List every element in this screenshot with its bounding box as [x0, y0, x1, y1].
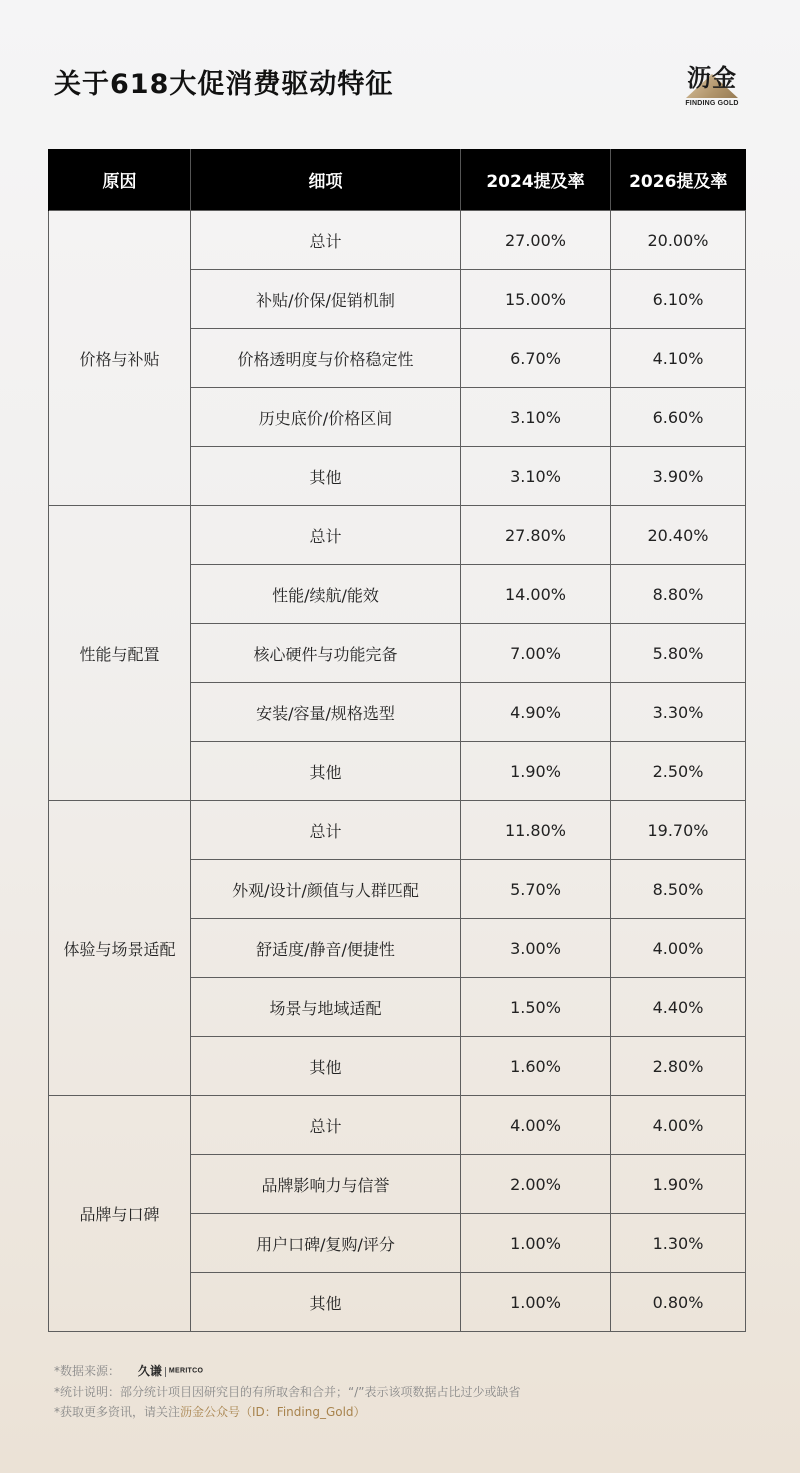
rate-2024-cell: 27.00%: [461, 211, 611, 270]
footer-notes: [54, 1361, 520, 1422]
item-cell: 总计: [191, 801, 461, 860]
footer-source: [54, 1361, 520, 1382]
rate-2024-cell: 7.00%: [461, 624, 611, 683]
rate-2026-cell: 4.00%: [611, 1096, 746, 1155]
rate-2026-cell: 3.90%: [611, 447, 746, 506]
item-cell: 性能/续航/能效: [191, 565, 461, 624]
item-cell: 总计: [191, 1096, 461, 1155]
item-cell: 其他: [191, 1037, 461, 1096]
table-row: [49, 1096, 746, 1155]
category-cell: 品牌与口碑: [49, 1096, 191, 1332]
item-cell: 其他: [191, 742, 461, 801]
rate-2024-cell: 27.80%: [461, 506, 611, 565]
rate-2024-cell: 3.00%: [461, 919, 611, 978]
rate-2024-cell: 1.00%: [461, 1214, 611, 1273]
rate-2026-cell: 4.10%: [611, 329, 746, 388]
rate-2026-cell: 8.50%: [611, 860, 746, 919]
item-cell: 价格透明度与价格稳定性: [191, 329, 461, 388]
rate-2026-cell: 8.80%: [611, 565, 746, 624]
item-cell: 用户口碑/复购/评分: [191, 1214, 461, 1273]
item-cell: 其他: [191, 1273, 461, 1332]
header-reason: 原因: [49, 149, 191, 211]
table-row: [49, 211, 746, 270]
category-cell: 价格与补贴: [49, 211, 191, 506]
header-item: 细项: [191, 149, 461, 211]
rate-2024-cell: 4.90%: [461, 683, 611, 742]
rate-2024-cell: 14.00%: [461, 565, 611, 624]
header-rate-2026: 2026提及率: [611, 149, 746, 211]
rate-2026-cell: 4.40%: [611, 978, 746, 1037]
item-cell: 总计: [191, 506, 461, 565]
table-body: [49, 211, 746, 1332]
item-cell: 核心硬件与功能完备: [191, 624, 461, 683]
item-cell: 舒适度/静音/便捷性: [191, 919, 461, 978]
header-rate-2024: 2024提及率: [461, 149, 611, 211]
rate-2026-cell: 20.40%: [611, 506, 746, 565]
item-cell: 安装/容量/规格选型: [191, 683, 461, 742]
rate-2026-cell: 1.90%: [611, 1155, 746, 1214]
category-cell: 体验与场景适配: [49, 801, 191, 1096]
rate-2024-cell: 1.00%: [461, 1273, 611, 1332]
rate-2026-cell: 5.80%: [611, 624, 746, 683]
item-cell: 补贴/价保/促销机制: [191, 270, 461, 329]
rate-2026-cell: 19.70%: [611, 801, 746, 860]
rate-2024-cell: 11.80%: [461, 801, 611, 860]
logo-text-cn: 沥金: [687, 64, 737, 92]
source-label: *数据来源：: [54, 1364, 121, 1378]
logo-text-en: FINDING GOLD: [685, 100, 739, 107]
page-title: 关于618大促消费驱动特征: [54, 69, 394, 100]
footer-more: *获取更多资讯，请关注沥金公众号（ID：Finding_Gold）: [54, 1404, 366, 1419]
rate-2026-cell: 2.80%: [611, 1037, 746, 1096]
rate-2024-cell: 1.60%: [461, 1037, 611, 1096]
rate-2024-cell: 5.70%: [461, 860, 611, 919]
item-cell: 外观/设计/颜值与人群匹配: [191, 860, 461, 919]
footer-note: *统计说明：部分统计项目因研究目的有所取舍和合并；“/”表示该项数据占比过少或缺省: [54, 1384, 521, 1399]
rate-2026-cell: 3.30%: [611, 683, 746, 742]
meritco-logo: 久谦 MERITCO: [137, 1364, 204, 1378]
rate-2026-cell: 2.50%: [611, 742, 746, 801]
rate-2024-cell: 2.00%: [461, 1155, 611, 1214]
table-row: [49, 801, 746, 860]
table-header-row: [49, 149, 746, 211]
item-cell: 其他: [191, 447, 461, 506]
rate-2026-cell: 6.60%: [611, 388, 746, 447]
table-row: [49, 506, 746, 565]
item-cell: 历史底价/价格区间: [191, 388, 461, 447]
rate-2026-cell: 4.00%: [611, 919, 746, 978]
rate-2026-cell: 0.80%: [611, 1273, 746, 1332]
rate-2024-cell: 6.70%: [461, 329, 611, 388]
rate-2024-cell: 15.00%: [461, 270, 611, 329]
rate-2026-cell: 1.30%: [611, 1214, 746, 1273]
rate-2026-cell: 6.10%: [611, 270, 746, 329]
footer-account-link[interactable]: 沥金公众号（ID：Finding_Gold）: [180, 1404, 366, 1419]
item-cell: 总计: [191, 211, 461, 270]
item-cell: 品牌影响力与信誉: [191, 1155, 461, 1214]
rate-2024-cell: 3.10%: [461, 388, 611, 447]
rate-2026-cell: 20.00%: [611, 211, 746, 270]
brand-logo: [680, 58, 744, 112]
rate-2024-cell: 1.50%: [461, 978, 611, 1037]
rate-2024-cell: 3.10%: [461, 447, 611, 506]
category-cell: 性能与配置: [49, 506, 191, 801]
rate-2024-cell: 4.00%: [461, 1096, 611, 1155]
rate-2024-cell: 1.90%: [461, 742, 611, 801]
item-cell: 场景与地域适配: [191, 978, 461, 1037]
data-table: [48, 149, 746, 1332]
